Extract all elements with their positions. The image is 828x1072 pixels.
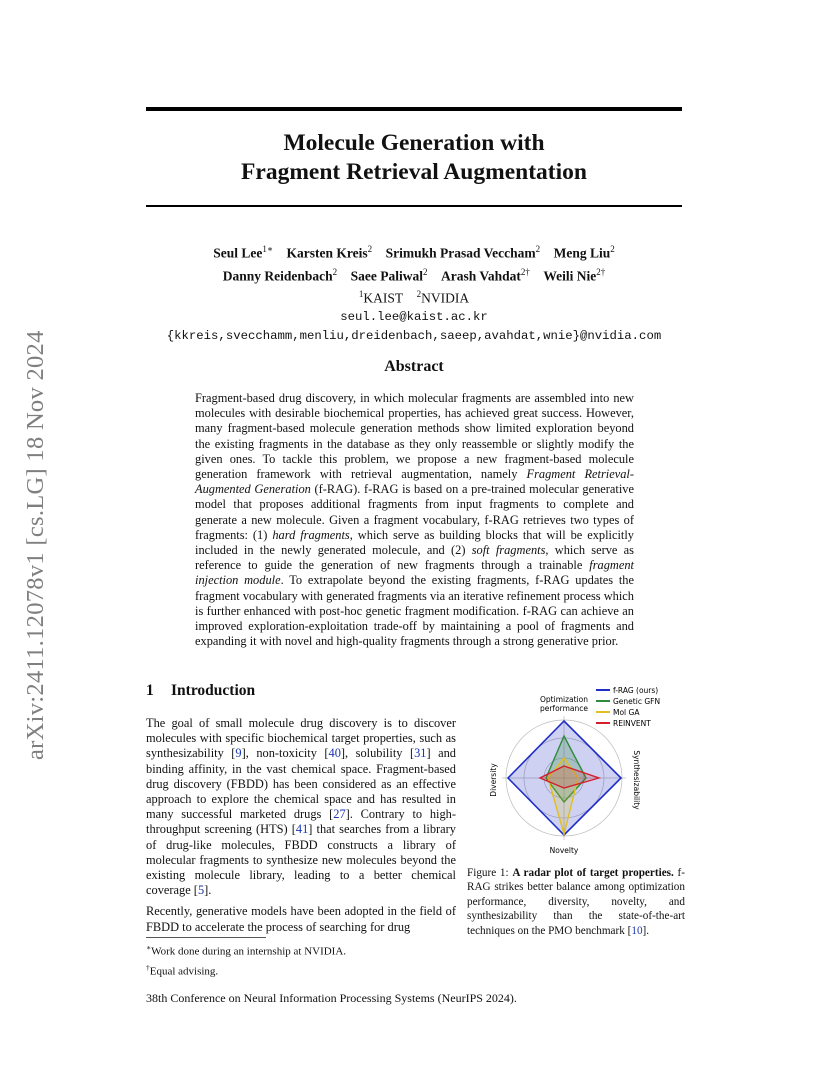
author-sup: 2: [610, 244, 615, 254]
affiliations: [146, 285, 682, 308]
abstract-heading: Abstract: [384, 358, 444, 375]
axis-label-novelty: Novelty: [549, 846, 579, 855]
abstract-italic: soft fragments: [471, 543, 546, 558]
footnote-1: [146, 940, 346, 960]
intro-text: ].: [204, 883, 212, 898]
title-line-1: Molecule Generation with: [283, 130, 545, 156]
author-name: Seul Lee: [213, 245, 263, 261]
footnote-rule: [146, 937, 266, 938]
author-sup: 2: [423, 266, 428, 277]
citation-link[interactable]: 31: [414, 746, 427, 761]
footnote-mark: †: [146, 962, 150, 972]
citation-link[interactable]: 41: [295, 822, 309, 837]
footnote-mark: ∗: [146, 943, 152, 952]
caption-text: ].: [642, 924, 650, 937]
radar-legend: [596, 686, 660, 728]
citation-link[interactable]: 10: [631, 924, 643, 937]
authors-line-1: [146, 240, 682, 263]
legend-mol-ga: Mol GA: [613, 708, 640, 717]
citation-link[interactable]: 40: [328, 746, 341, 761]
intro-paragraph-1: [146, 716, 456, 898]
abstract-text: (f-RAG). f-RAG is based on a pre-trained molecular generative model that proposes additional fragments from input fragments to complete and generate a new molecule. Given a fragment vocabulary, f-RAG retrieves two types of fragments: (1): [195, 482, 634, 542]
author-sup: 1∗: [262, 244, 273, 254]
footnotes: [146, 940, 346, 979]
footnote-text: Work done during an internship at NVIDIA.: [151, 945, 347, 958]
section-number: 1: [146, 682, 154, 699]
title-top-rule: [146, 107, 682, 111]
footnote-text: Equal advising.: [149, 965, 219, 978]
caption-text: f-RAG strikes better balance among optimization performance, diversity, novelty, and synthesizability than the state-of-the-art techniques on the PMO benchmark [: [467, 867, 686, 937]
author-name: Danny Reidenbach: [222, 268, 333, 283]
intro-text: ] and binding affinity, in the vast chemical space. Fragment-based drug discovery (FBDD) has been considered as an effective approach to explore the chemical space and has resulted in many successful marketed drugs [: [146, 746, 456, 822]
abstract-body: [195, 391, 634, 649]
author-sup: 2†: [596, 266, 606, 277]
legend-reinvent: REINVENT: [613, 719, 651, 728]
authors-line-2: [146, 263, 682, 286]
intro-paragraph-2: Recently, generative models have been adopted in the field of FBDD to accelerate the process of searching for drug: [146, 904, 456, 934]
figure-caption: [467, 866, 685, 938]
affiliation-nvidia: NVIDIA: [421, 290, 470, 306]
author-sup: 2: [332, 266, 338, 277]
intro-text: ]. Contrary to high-throughput screening (HTS) [: [146, 807, 456, 837]
arxiv-stamp: arXiv:2411.12078v1 [cs.LG] 18 Nov 2024: [22, 330, 49, 760]
caption-label: Figure 1:: [467, 867, 509, 879]
email-kaist[interactable]: seul.lee@kaist.ac.kr: [340, 309, 488, 324]
legend-f-rag: f-RAG (ours): [613, 686, 659, 695]
author-name: Meng Liu: [553, 245, 611, 261]
conference-footer: 38th Conference on Neural Information Processing Systems (NeurIPS 2024).: [146, 991, 517, 1005]
author-block: [146, 240, 682, 346]
intro-text: ] that searches from a library of drug-like molecules, FBDD constructs a library of molecular fragments to synthesize new molecules beyond the existing molecule library, leading to a better chemical coverage [: [146, 822, 456, 898]
section-title: Introduction: [171, 682, 256, 699]
citation-link[interactable]: 5: [197, 883, 205, 898]
footnote-2: [146, 960, 346, 980]
author-name: Karsten Kreis: [286, 245, 368, 261]
affil-sup: 2: [416, 289, 422, 299]
abstract-text: . To extrapolate beyond the existing fragments, f-RAG updates the fragment vocabulary with generated fragments via an iterative refinement process which is further enhanced with post-hoc genetic fragment modification. f-RAG can achieve an improved exploration-exploitation trade-off by maintaining a pool of fragments and expanding it with novel and high-quality fragments through a strong generative prior.: [195, 573, 634, 649]
title-line-2: Fragment Retrieval Augmentation: [241, 159, 587, 185]
radar-figure: [466, 680, 686, 862]
author-sup: 2: [535, 244, 541, 254]
caption-bold: A radar plot of target properties.: [512, 867, 674, 879]
abstract-text: , which serve as building blocks that will be explicitly included in the newly generated molecule, and (2): [195, 527, 635, 558]
abstract-text: , which serve as reference to guide the generation of new fragments through a trainable: [195, 543, 635, 573]
abstract-italic: hard fragments: [272, 527, 350, 542]
affiliation-kaist: KAIST: [363, 290, 404, 306]
affil-sup: 1: [358, 289, 364, 299]
author-name: Saee Paliwal: [350, 268, 423, 283]
axis-label-optimization: Optimization performance: [539, 695, 589, 713]
author-name: Weili Nie: [543, 268, 597, 283]
abstract-text: Fragment-based drug discovery, in which molecular fragments are assembled into new molecules with desirable biochemical properties, has achieved great success. However, many fragment-based molecule generation methods show limited exploration beyond the existing fragments in the database as they only reassemble or slightly modify the given ones. To tackle this problem, we propose a new fragment-based molecule generation framework with retrieval augmentation, namely: [195, 391, 634, 482]
author-name: Arash Vahdat: [441, 268, 521, 283]
author-sup: 2: [367, 244, 373, 254]
intro-text: ], solubility [: [340, 746, 415, 761]
citation-link[interactable]: 27: [333, 807, 346, 822]
introduction-body: [146, 716, 456, 941]
citation-link[interactable]: 9: [235, 746, 242, 761]
abstract-italic: Fragment Retrieval-Augmented Generation: [195, 467, 634, 497]
title-bottom-rule: [146, 205, 682, 207]
axis-label-synthesizability: Synthesizability: [632, 750, 641, 810]
legend-genetic-gfn: Genetic GFN: [613, 697, 661, 706]
paper-title: [146, 129, 682, 187]
intro-text: The goal of small molecule drug discovery is to discover molecules with specific biochemical target properties, such as synthesizability [: [146, 716, 456, 761]
section-heading-introduction: [146, 682, 255, 700]
email-nvidia[interactable]: {kkreis,svecchamm,menliu,dreidenbach,saeep,avahdat,wnie}@nvidia.com: [166, 328, 662, 343]
abstract-italic: fragment injection module: [195, 558, 634, 588]
axis-label-diversity: Diversity: [489, 763, 498, 797]
author-name: Srimukh Prasad Veccham: [385, 245, 536, 261]
intro-text: ], non-toxicity [: [241, 746, 329, 761]
author-sup: 2†: [520, 266, 530, 277]
